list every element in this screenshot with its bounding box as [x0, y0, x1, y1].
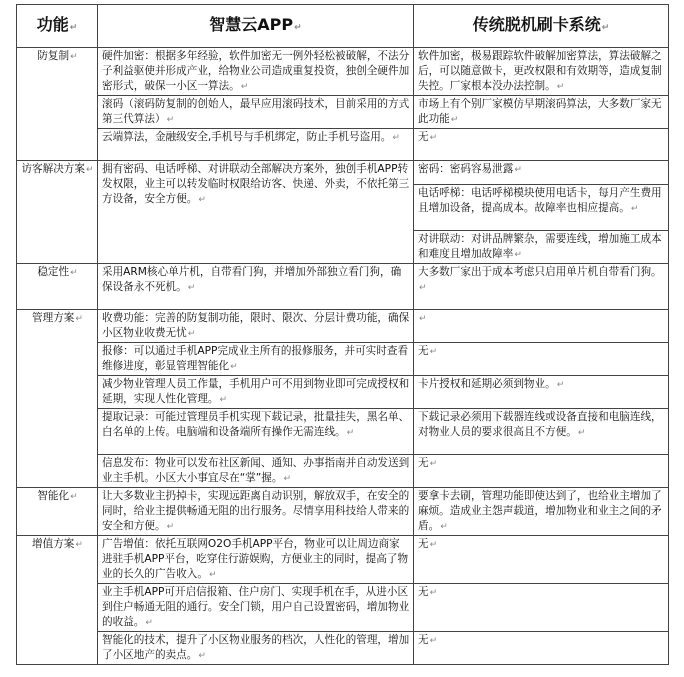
traditional-cell: 下载记录必须用下载器连线或设备直接和电脑连线，对物业人员的要求很高且不方便。↵: [414, 409, 669, 455]
traditional-cell: 无↵: [414, 343, 669, 376]
header-feature: 功能↵: [17, 5, 98, 48]
table-row: [17, 536, 669, 584]
table-row: [17, 264, 669, 310]
traditional-cell: 要拿卡去刷，管理功能即使达到了，也给业主增加了麻烦。造成业主怨声载道，增加物业和业主之间的矛盾。↵: [414, 488, 669, 536]
table-row: [17, 129, 669, 161]
app-cell: 提取记录：可能过管理员手机实现下载记录，批量挂失，黑名单、白名单的上传。电脑端和设备端所有操作无需连线。↵: [98, 409, 414, 455]
app-cell: 硬件加密：根据多年经验，软件加密无一例外轻松被破解，不法分子利益驱使并形成产业，给物业公司造成重复投资，独创全硬件加密形式，破保一小区一算法。↵: [98, 48, 414, 96]
traditional-cell: 密码：密码容易泄露↵: [414, 161, 669, 185]
traditional-cell: ↵: [414, 310, 669, 343]
app-cell: 收费功能：完善的防复制功能，限时、限次、分层计费功能，确保小区物业收费无忧↵: [98, 310, 414, 343]
traditional-cell: 对讲联动：对讲品牌繁杂，需要连线，增加施工成本和难度且增加故障率↵: [414, 231, 669, 264]
header-traditional: 传统脱机刷卡系统↵: [414, 5, 669, 48]
app-cell: 业主手机APP可开启信报箱、住户房门、实现手机在手，从进小区到住户畅通无阻的通行。安全门锁，用户自己设置密码，增加物业的收益。↵: [98, 584, 414, 632]
app-cell: 让大多数业主扔掉卡，实现远距离自动识别，解放双手，在安全的同时，给业主提供畅通无阻的出行服务。尽情享用科技给人带来的安全和方便。↵: [98, 488, 414, 536]
table-row: [17, 584, 669, 632]
table-row: [17, 96, 669, 129]
table-row: [17, 343, 669, 376]
table-row: [17, 409, 669, 455]
category-cell: 管理方案↵: [17, 310, 98, 488]
category-cell: 防复制↵: [17, 48, 98, 161]
table-row: [17, 310, 669, 343]
traditional-cell: 无↵: [414, 632, 669, 665]
header-row: [17, 5, 669, 48]
category-cell: 稳定性↵: [17, 264, 98, 310]
traditional-cell: 无↵: [414, 536, 669, 584]
traditional-cell: 无↵: [414, 129, 669, 161]
traditional-cell: 无↵: [414, 455, 669, 488]
app-cell: 广告增值：依托互联网O2O手机APP平台，物业可以让周边商家进驻手机APP平台，吃穿住行游娱购，方便业主的同时，提高了物业的长久的广告收入。↵: [98, 536, 414, 584]
traditional-cell: 市场上有个别厂家模仿早期滚码算法，大多数厂家无此功能↵: [414, 96, 669, 129]
traditional-cell: 电话呼梯：电话呼梯模块使用电话卡，每月产生费用且增加设备，提高成本。故障率也相应提高。↵: [414, 185, 669, 231]
table-row: [17, 488, 669, 536]
traditional-cell: 大多数厂家出于成本考虑只启用单片机自带看门狗。↵: [414, 264, 669, 310]
app-cell: 减少物业管理人员工作量，手机用户可不用到物业即可完成授权和延期，实现人性化管理。↵: [98, 376, 414, 409]
app-cell: 报修：可以通过手机APP完成业主所有的报修服务，并可实时查看维修进度，彰显管理智能化↵: [98, 343, 414, 376]
table-row: [17, 48, 669, 96]
table-row: [17, 632, 669, 665]
traditional-cell: 软件加密，极易跟踪软件破解加密算法，算法破解之后，可以随意做卡，更改权限和有效期等，造成复制失控。厂家根本没办法控制。↵: [414, 48, 669, 96]
app-cell: 滚码（滚码防复制的创始人，最早应用滚码技术，目前采用的方式第三代算法）↵: [98, 96, 414, 129]
category-cell: 访客解决方案↵: [17, 161, 98, 264]
table-row: [17, 455, 669, 488]
app-cell: 采用ARM核心单片机，自带看门狗，并增加外部独立看门狗，确保设备永不死机。↵: [98, 264, 414, 310]
app-cell: 云端算法，金融级安全,手机号与手机绑定，防止手机号盗用。↵: [98, 129, 414, 161]
traditional-cell: 无↵: [414, 584, 669, 632]
traditional-cell: 卡片授权和延期必须到物业。↵: [414, 376, 669, 409]
comparison-table: [16, 4, 669, 665]
app-cell: 拥有密码、电话呼梯、对讲联动全部解决方案外，独创手机APP转发权限，业主可以转发临时权限给访客、快递、外卖，不依托第三方设备，安全方便。↵: [98, 161, 414, 264]
app-cell: 信息发布：物业可以发布社区新闻、通知、办事指南并自动发送到业主手机。小区大小事宜尽在“掌”握。↵: [98, 455, 414, 488]
table-row: [17, 161, 669, 185]
app-cell: 智能化的技术，提升了小区物业服务的档次，人性化的管理，增加了小区地产的卖点。↵: [98, 632, 414, 665]
category-cell: 增值方案↵: [17, 536, 98, 665]
table-row: [17, 376, 669, 409]
header-app: 智慧云APP↵: [98, 5, 414, 48]
category-cell: 智能化↵: [17, 488, 98, 536]
